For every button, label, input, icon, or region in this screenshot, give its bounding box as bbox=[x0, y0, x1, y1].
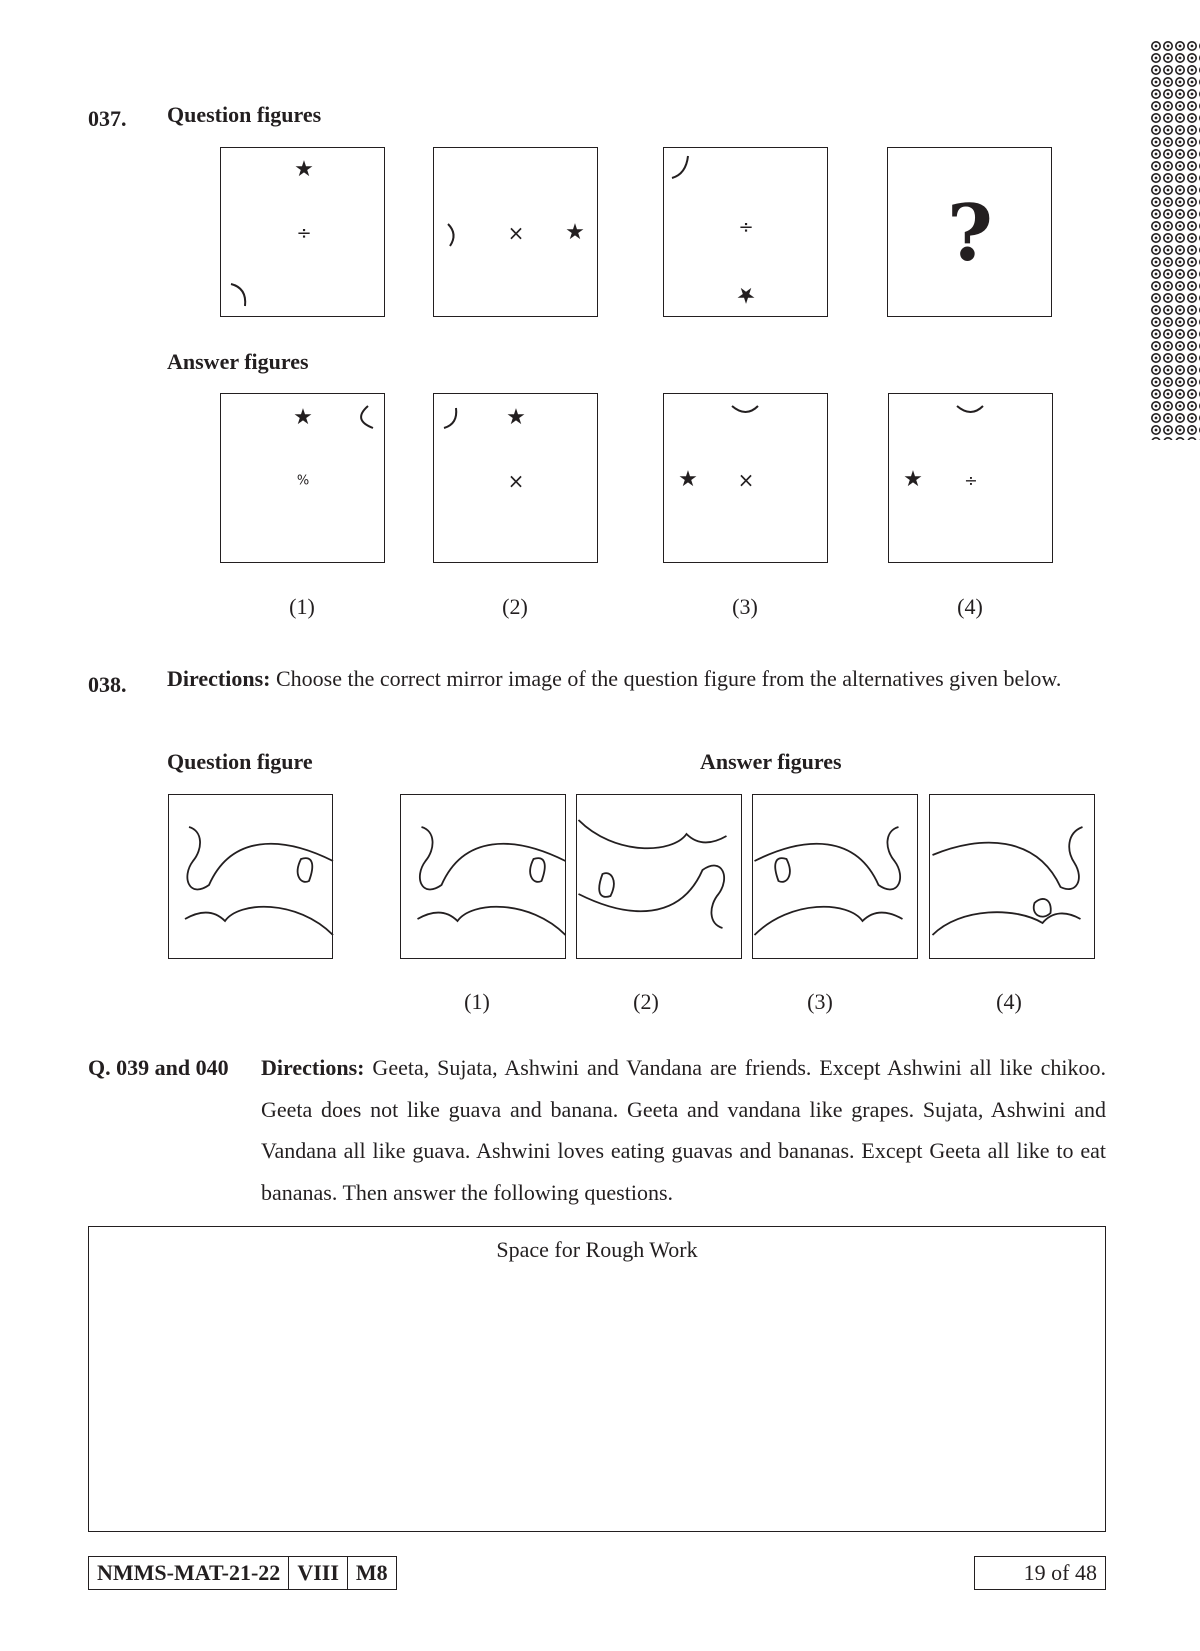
page-number: 19 of 48 bbox=[1023, 1560, 1097, 1585]
q38-answer-figure-1[interactable] bbox=[400, 794, 566, 959]
q38-question-figure bbox=[168, 794, 333, 959]
page-number-box bbox=[974, 1556, 1106, 1590]
q37-answer-figure-4[interactable] bbox=[888, 393, 1053, 563]
question-number-37: 037. bbox=[88, 106, 127, 131]
question-mark: ? bbox=[947, 188, 993, 279]
q39-40-directions bbox=[261, 1047, 1106, 1213]
q37-answer-figure-2[interactable] bbox=[433, 393, 598, 563]
divide-icon: ÷ bbox=[964, 471, 978, 490]
star-icon: ★ bbox=[294, 157, 314, 182]
percent-icon: % bbox=[296, 473, 310, 489]
star-icon: ★ bbox=[506, 405, 526, 430]
q37-answer-figure-1[interactable] bbox=[220, 393, 385, 563]
rough-work-box bbox=[88, 1226, 1106, 1532]
q38-answer-figure-3[interactable] bbox=[752, 794, 918, 959]
star-icon: ★ bbox=[736, 282, 756, 307]
star-icon: ★ bbox=[293, 405, 313, 430]
divide-icon: ÷ bbox=[296, 223, 312, 244]
star-icon: ★ bbox=[678, 467, 698, 492]
q38-directions bbox=[167, 662, 1107, 695]
footer-code: NMMS-MAT-21-22 bbox=[89, 1557, 289, 1589]
footer-class: VIII bbox=[289, 1557, 348, 1589]
q37-question-figure-3 bbox=[663, 147, 828, 317]
question-figure-heading: Question figure bbox=[167, 749, 313, 774]
q37-answer-figure-3[interactable] bbox=[663, 393, 828, 563]
rough-work-title: Space for Rough Work bbox=[496, 1237, 698, 1262]
q37-question-figure-4 bbox=[887, 147, 1052, 317]
footer-code-box bbox=[88, 1556, 397, 1590]
q37-question-figure-2 bbox=[433, 147, 598, 317]
answer-figures-heading-38: Answer figures bbox=[700, 749, 842, 774]
footer-set: M8 bbox=[355, 1560, 388, 1585]
star-icon: ★ bbox=[903, 467, 923, 492]
q39-40-directions-label: Directions: bbox=[261, 1055, 365, 1080]
q38-answer-figure-2[interactable] bbox=[576, 794, 742, 959]
q37-option-label-3: (3) bbox=[732, 594, 758, 619]
question-number-39-40: Q. 039 and 040 bbox=[88, 1055, 229, 1080]
times-icon: × bbox=[507, 469, 525, 493]
crescent-icon bbox=[221, 148, 386, 318]
answer-figures-heading: Answer figures bbox=[167, 349, 309, 374]
times-icon: × bbox=[737, 468, 755, 492]
decorative-knot-border bbox=[1150, 40, 1200, 440]
q38-directions-text: Choose the correct mirror image of the question figure from the alternatives given below. bbox=[270, 666, 1062, 691]
q37-question-figure-1 bbox=[220, 147, 385, 317]
q38-answer-figure-4[interactable] bbox=[929, 794, 1095, 959]
question-number-38: 038. bbox=[88, 672, 127, 697]
q38-option-label-4: (4) bbox=[996, 989, 1022, 1014]
q38-option-label-2: (2) bbox=[633, 989, 659, 1014]
q39-40-directions-text: Geeta, Sujata, Ashwini and Vandana are friends. Except Ashwini all like chikoo. Geeta does not like guava and banana. Geeta and vandana like grapes. Sujata, Ashwini and Vandana all like guava. Ashwini loves eating guavas and bananas. Except Geeta all like to eat bananas. Then answer the following questions. bbox=[261, 1055, 1106, 1205]
q37-option-label-4: (4) bbox=[957, 594, 983, 619]
q38-directions-label: Directions: bbox=[167, 666, 271, 691]
q38-option-label-1: (1) bbox=[464, 989, 490, 1014]
question-figures-heading: Question figures bbox=[167, 102, 322, 127]
divide-icon: ÷ bbox=[738, 217, 754, 238]
times-icon: × bbox=[507, 221, 525, 245]
star-icon: ★ bbox=[565, 220, 585, 245]
q37-option-label-2: (2) bbox=[502, 594, 528, 619]
q38-option-label-3: (3) bbox=[807, 989, 833, 1014]
q37-option-label-1: (1) bbox=[289, 594, 315, 619]
